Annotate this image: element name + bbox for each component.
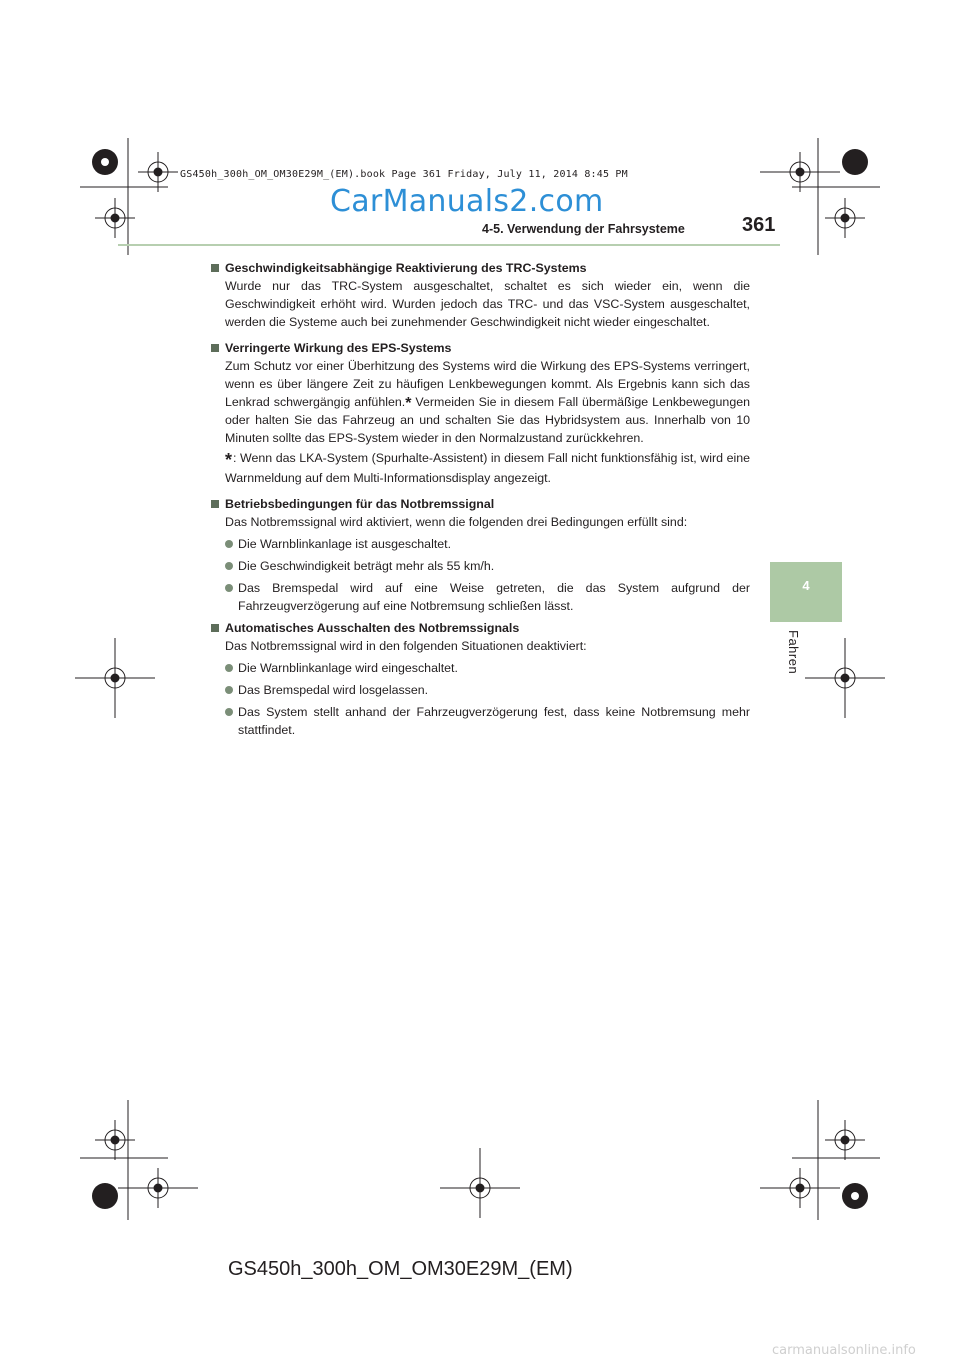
square-bullet-icon (211, 624, 219, 632)
footnote (210, 449, 750, 487)
round-bullet-icon (225, 540, 233, 548)
section-heading (210, 339, 750, 357)
list-item-text: Das Bremspedal wird auf eine Weise getreten, die das System aufgrund der Fahrzeugverzögerung auf eine Notbremsung schließen lässt. (238, 581, 750, 613)
heading-text: Verringerte Wirkung des EPS-Systems (225, 341, 452, 355)
paragraph (210, 357, 750, 447)
footnote-marker: * (225, 450, 233, 470)
list-item (210, 579, 750, 615)
list-item-text: Das System stellt anhand der Fahrzeugverzögerung fest, dass keine Notbremsung mehr stattfindet. (238, 705, 750, 737)
footer-brand: carmanualsonline.info (772, 1343, 916, 1358)
round-bullet-icon (225, 584, 233, 592)
main-content (210, 255, 750, 739)
header-rule (118, 244, 780, 246)
chapter-number: 4 (802, 578, 810, 593)
heading-text: Betriebsbedingungen für das Notbremssignal (225, 497, 495, 511)
book-file-line: GS450h_300h_OM_OM30E29M_(EM).book Page 361 Friday, July 11, 2014 8:45 PM (180, 169, 628, 180)
heading-text: Automatisches Ausschalten des Notbremssignals (225, 621, 520, 635)
list-item-text: Die Geschwindigkeit beträgt mehr als 55 km/h. (238, 559, 495, 573)
list-item-text: Das Bremspedal wird losgelassen. (238, 683, 429, 697)
square-bullet-icon (211, 264, 219, 272)
chapter-tab (770, 562, 842, 622)
watermark-text: CarManuals2.com (330, 184, 604, 219)
paragraph-text: Zum Schutz vor einer Überhitzung des Systems wird die Wirkung des EPS-Systems verringert, wenn es über längere Zeit zu häufigen Lenkbewegungen kommt. Als Ergebnis kann sich das Lenkrad schwergängig anfühlen. (225, 359, 750, 409)
paragraph-text: Vermeiden Sie in diesem Fall übermäßige Lenkbewegungen oder halten Sie das Fahrzeug an und schalten Sie das Hybridsystem aus. Innerhalb von 10 Minuten sollte das EPS-System wieder in den Normalzustand zurückkehren. (225, 395, 750, 445)
document-code: GS450h_300h_OM_OM30E29M_(EM) (228, 1258, 573, 1280)
list-item (210, 703, 750, 739)
square-bullet-icon (211, 344, 219, 352)
chapter-label: Fahren (786, 630, 801, 675)
section-heading (210, 259, 750, 277)
list-item (210, 535, 750, 553)
section-heading (210, 619, 750, 637)
round-bullet-icon (225, 562, 233, 570)
heading-text: Geschwindigkeitsabhängige Reaktivierung des TRC-Systems (225, 261, 587, 275)
list-item (210, 557, 750, 575)
page-number: 361 (742, 214, 776, 236)
list-item (210, 681, 750, 699)
paragraph: Das Notbremssignal wird aktiviert, wenn die folgenden drei Bedingungen erfüllt sind: (225, 515, 688, 529)
round-bullet-icon (225, 664, 233, 672)
list-item-text: Die Warnblinkanlage wird eingeschaltet. (238, 661, 458, 675)
square-bullet-icon (211, 500, 219, 508)
section-heading (210, 495, 750, 513)
footnote-text: : Wenn das LKA-System (Spurhalte-Assistent) in diesem Fall nicht funktionsfähig ist, wird eine Warnmeldung auf dem Multi-Informationsdisplay angezeigt. (225, 451, 750, 485)
round-bullet-icon (225, 686, 233, 694)
section-title: 4-5. Verwendung der Fahrsysteme (482, 222, 685, 236)
paragraph: Das Notbremssignal wird in den folgenden Situationen deaktiviert: (225, 639, 587, 653)
round-bullet-icon (225, 708, 233, 716)
footnote-marker: * (405, 395, 412, 412)
list-item (210, 659, 750, 677)
paragraph: Wurde nur das TRC-System ausgeschaltet, schaltet es sich wieder ein, wenn die Geschwindigkeit erhöht wird. Wurden jedoch das TRC- und das VSC-System ausgeschaltet, werden die Systeme auch bei zunehmender Geschwindigkeit nicht wieder eingeschaltet. (225, 279, 750, 329)
list-item-text: Die Warnblinkanlage ist ausgeschaltet. (238, 537, 452, 551)
